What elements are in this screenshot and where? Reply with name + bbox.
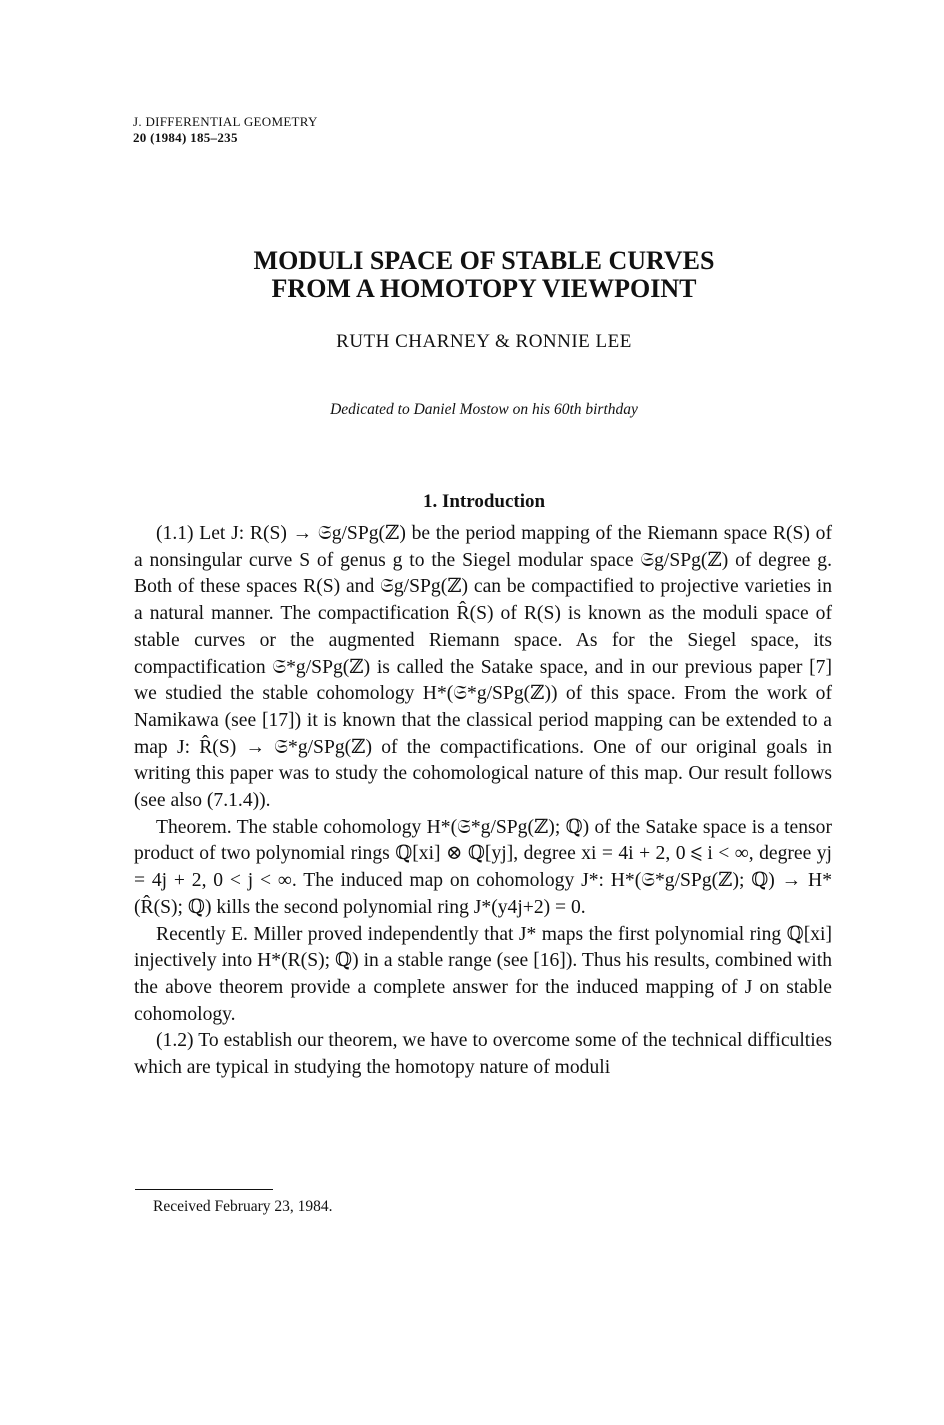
theorem: Theorem. The stable cohomology H*(𝔖*g/SPg(ℤ); ℚ) of the Satake space is a tensor product of two polynomial rings ℚ[xi] ⊗ ℚ[yj], degree xi = 4i + 2, 0 ⩽ i < ∞, degree yj = 4j + 2, 0 < j < ∞. The induced map on cohomology J*: H*(𝔖*g/SPg(ℤ); ℚ) → H*(R̂(S); ℚ) kills the second polynomial ring J*(y4j+2) = 0. — [134, 816, 832, 918]
paragraph-miller: Recently E. Miller proved independently that J* maps the first polynomial ring ℚ[xi] injectively into H*(R(S); ℚ) in a stable range (see [16]). Thus his results, combined with the above theorem provide a complete answer for the induced mapping of J on stable cohomology. — [134, 923, 832, 1025]
title-line-1: MODULI SPACE OF STABLE CURVES — [253, 246, 715, 275]
paragraph-1-2: (1.2) To establish our theorem, we have to overcome some of the technical difficulties which are typical in studying the homotopy nature of moduli — [134, 1030, 832, 1079]
footnote-rule — [135, 1189, 273, 1190]
journal-volume: 20 (1984) 185–235 — [133, 130, 238, 145]
journal-name: J. DIFFERENTIAL GEOMETRY — [133, 114, 318, 129]
title-line-2: FROM A HOMOTOPY VIEWPOINT — [271, 274, 697, 303]
body-text — [134, 521, 832, 1082]
dedication: Dedicated to Daniel Mostow on his 60th birthday — [330, 401, 638, 418]
paragraph-1-1: (1.1) Let J: R(S) → 𝔖g/SPg(ℤ) be the period mapping of the Riemann space R(S) of a nonsingular curve S of genus g to the Siegel modular space 𝔖g/SPg(ℤ) of degree g. Both of these spaces R(S) and 𝔖g/SPg(ℤ) can be compactified to projective varieties in a natural manner. The compactification R̂(S) of R(S) is known as the moduli space of stable curves or the augmented Riemann space. As for the Siegel space, its compactification 𝔖*g/SPg(ℤ) is called the Satake space, and in our previous paper [7] we studied the stable cohomology H*(𝔖*g/SPg(ℤ)) of this space. From the work of Namikawa (see [17]) it is known that the classical period mapping can be extended to a map J: R̂(S) → 𝔖*g/SPg(ℤ) of the compactifications. One of our original goals in writing this paper was to study the cohomological nature of this map. Our result follows (see also (7.1.4)). — [134, 523, 832, 812]
footnote: Received February 23, 1984. — [153, 1198, 333, 1215]
paper-title — [0, 247, 944, 303]
journal-header — [133, 114, 318, 146]
section-heading: 1. Introduction — [422, 491, 546, 512]
authors: RUTH CHARNEY & RONNIE LEE — [336, 331, 632, 352]
